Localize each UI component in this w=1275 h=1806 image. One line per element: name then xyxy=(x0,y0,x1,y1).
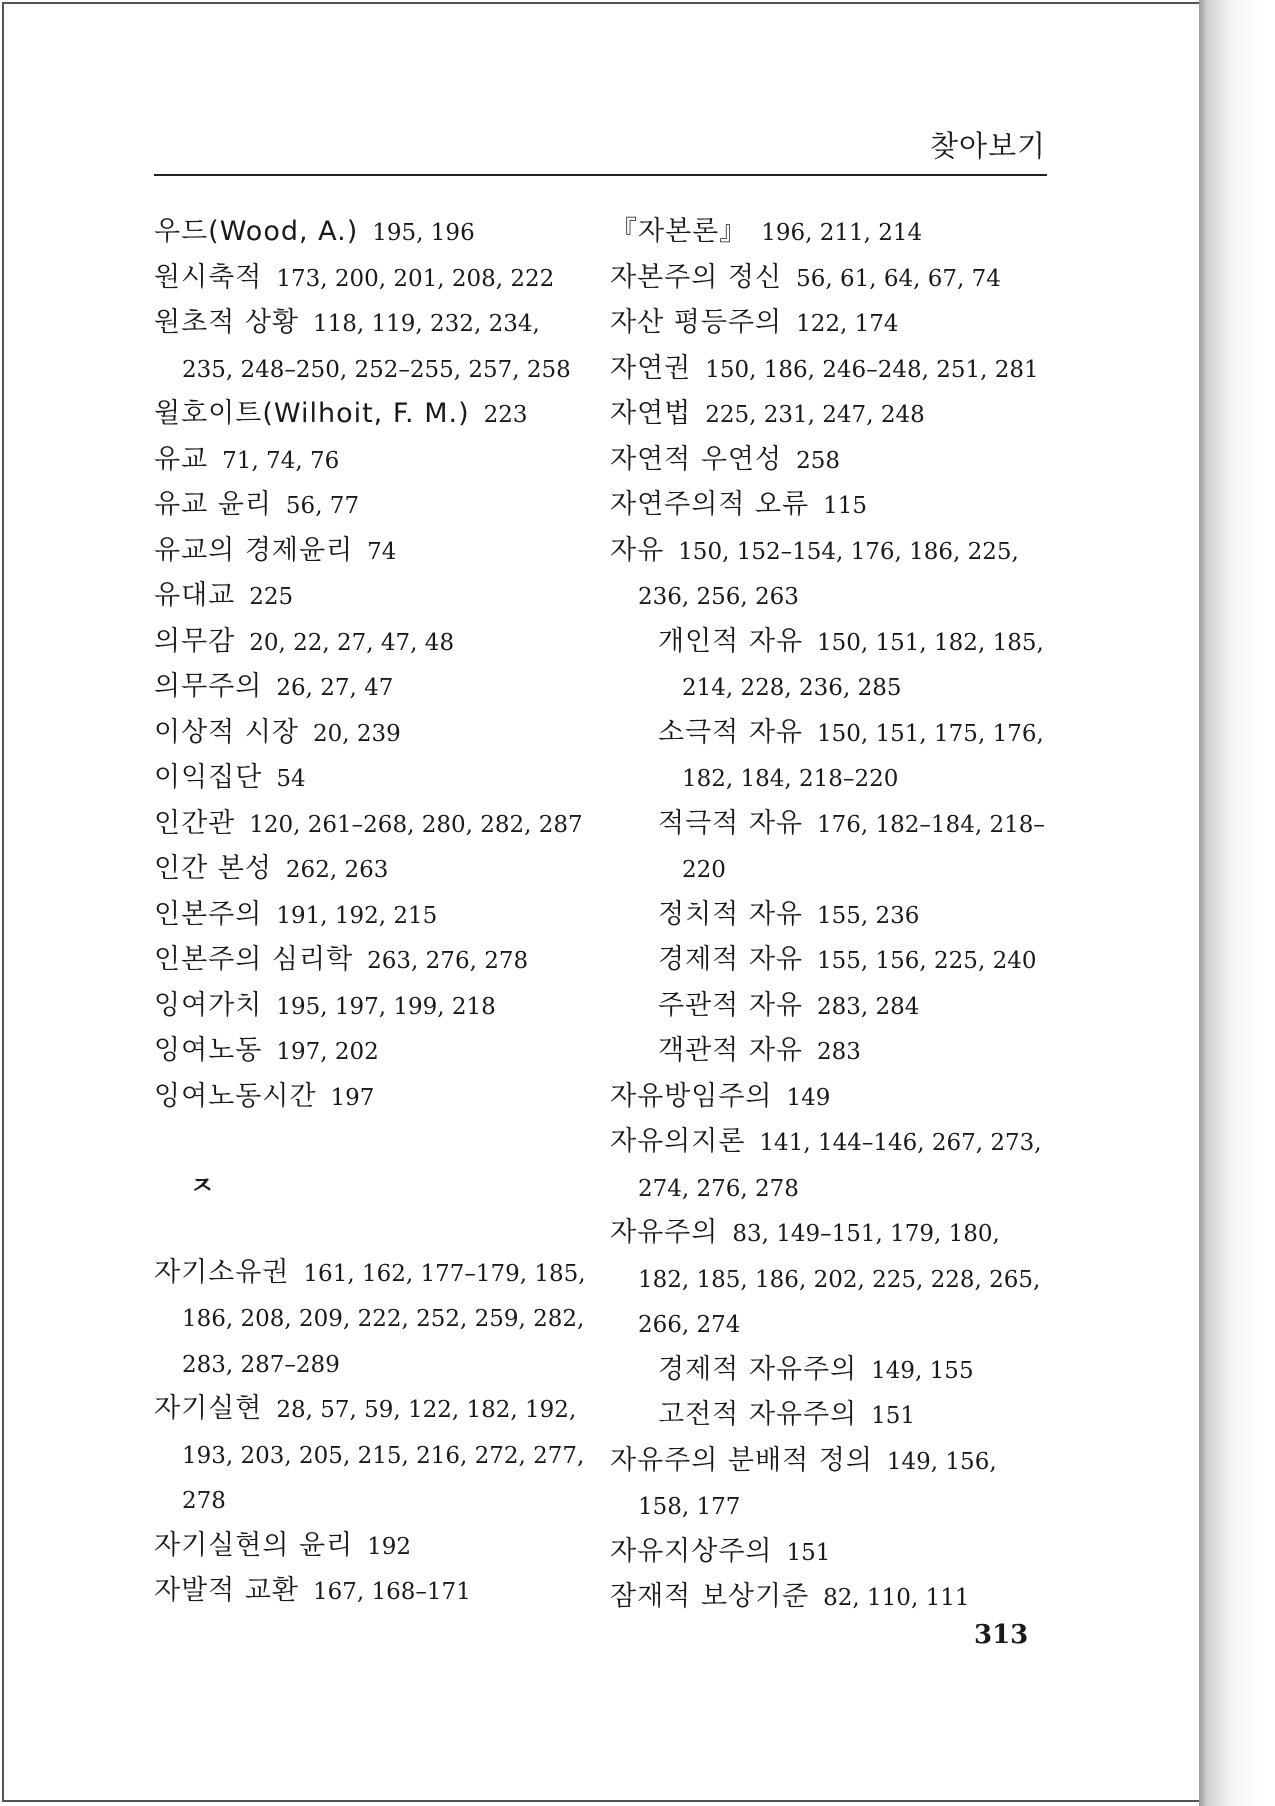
index-entry xyxy=(610,1075,1050,1121)
index-entry-continuation xyxy=(154,1433,594,1479)
index-term: 잉여가치 xyxy=(154,989,263,1021)
index-term: 자유지상주의 xyxy=(610,1535,773,1567)
index-entry xyxy=(154,1251,594,1297)
index-entry xyxy=(610,1530,1050,1576)
index-entry xyxy=(610,210,1050,256)
index-subentry xyxy=(610,893,1050,939)
index-term: 고전적 자유주의 xyxy=(658,1399,858,1430)
page-references: 235, 248–250, 252–255, 257, 258 xyxy=(182,356,571,383)
page-references: 161, 162, 177–179, 185, xyxy=(303,1260,586,1287)
page-references: 20, 22, 27, 47, 48 xyxy=(249,629,455,656)
index-term: 유교의 경제윤리 xyxy=(154,534,354,566)
index-subentry xyxy=(610,620,1050,666)
index-entry xyxy=(154,620,594,666)
index-term: 인간 본성 xyxy=(154,853,272,884)
index-term: 잠재적 보상기준 xyxy=(610,1581,810,1612)
page-references: 195, 197, 199, 218 xyxy=(276,993,496,1020)
page-references: 283, 287–289 xyxy=(182,1351,340,1378)
page-references: 150, 151, 175, 176, xyxy=(817,720,1044,747)
page-references: 220 xyxy=(682,857,726,883)
page-references: 263, 276, 278 xyxy=(367,948,529,974)
index-entry xyxy=(610,1120,1050,1166)
page-references: 197, 202 xyxy=(276,1039,379,1065)
index-entry xyxy=(154,847,594,893)
index-entry xyxy=(610,1439,1050,1485)
page-references: 258 xyxy=(796,447,840,474)
page-references: 274, 276, 278 xyxy=(638,1175,799,1202)
index-entry-continuation xyxy=(154,1478,594,1524)
page-references: 225 xyxy=(249,584,294,610)
index-term: 자기실현의 윤리 xyxy=(154,1529,354,1561)
index-term: 자본주의 정신 xyxy=(610,261,783,293)
index-term: 이상적 시장 xyxy=(154,716,299,748)
index-entry-continuation xyxy=(154,1296,594,1342)
index-term: 인본주의 xyxy=(154,898,263,930)
index-term: 자유주의 분배적 정의 xyxy=(610,1444,873,1476)
index-entry xyxy=(154,392,594,438)
index-entry xyxy=(154,938,594,984)
index-entry xyxy=(154,1075,594,1121)
index-term: 유교 xyxy=(154,443,209,475)
index-term: 의무감 xyxy=(154,625,236,657)
index-term: 유대교 xyxy=(154,580,236,611)
page-references: 223 xyxy=(483,402,528,428)
index-term: 경제적 자유 xyxy=(658,944,803,975)
page-references: 278 xyxy=(182,1488,226,1514)
page-references: 214, 228, 236, 285 xyxy=(682,675,902,701)
index-entry-continuation xyxy=(610,1302,1050,1348)
page-references: 195, 196 xyxy=(372,220,475,246)
page-references: 225, 231, 247, 248 xyxy=(705,402,925,428)
page-references: 118, 119, 232, 234, xyxy=(313,311,540,337)
page-number: 313 xyxy=(974,1620,1029,1650)
index-entry xyxy=(154,1387,594,1433)
index-entry-continuation xyxy=(610,1257,1050,1303)
page-references: 149 xyxy=(786,1084,831,1111)
page-references: 149, 155 xyxy=(871,1357,974,1384)
index-term: 윌호이트(Wilhoit, F. M.) xyxy=(154,398,470,429)
index-term: 이익집단 xyxy=(154,762,263,793)
page-references: 151 xyxy=(871,1403,916,1429)
page-references: 56, 61, 64, 67, 74 xyxy=(796,265,1001,292)
index-entry-continuation xyxy=(610,1484,1050,1530)
index-entry xyxy=(154,1524,594,1570)
page-references: 141, 144–146, 267, 273, xyxy=(759,1130,1042,1156)
index-entry xyxy=(610,392,1050,438)
page-references: 196, 211, 214 xyxy=(761,220,923,246)
page-references: 182, 185, 186, 202, 225, 228, 265, xyxy=(638,1266,1041,1293)
page-references: 192 xyxy=(367,1533,412,1560)
page-references: 167, 168–171 xyxy=(313,1579,471,1605)
index-term: 경제적 자유주의 xyxy=(658,1353,858,1385)
index-entry xyxy=(154,665,594,711)
page-edge-shadow xyxy=(1199,0,1275,1806)
index-entry xyxy=(154,893,594,939)
index-term: 자연법 xyxy=(610,398,692,429)
index-subentry xyxy=(610,1348,1050,1394)
index-column-left xyxy=(154,210,594,1615)
page-references: 155, 156, 225, 240 xyxy=(817,948,1037,974)
page-references: 150, 151, 182, 185, xyxy=(817,629,1044,656)
page-references: 173, 200, 201, 208, 222 xyxy=(276,265,555,292)
index-term: 인간관 xyxy=(154,807,236,839)
index-subentry-continuation xyxy=(610,847,1050,893)
section-spacer xyxy=(154,1207,594,1251)
page-references: 262, 263 xyxy=(285,857,389,883)
index-term: 소극적 자유 xyxy=(658,716,803,748)
index-term: 자기소유권 xyxy=(154,1256,290,1288)
page-references: 186, 208, 209, 222, 252, 259, 282, xyxy=(182,1306,585,1332)
index-entry xyxy=(154,256,594,302)
index-term: 유교 윤리 xyxy=(154,489,272,520)
index-entry xyxy=(610,301,1050,347)
index-entry-continuation xyxy=(610,1166,1050,1212)
index-column-right xyxy=(610,210,1050,1621)
index-entry xyxy=(154,301,594,347)
index-subentry-continuation xyxy=(610,665,1050,711)
index-entry xyxy=(610,347,1050,393)
index-entry-continuation xyxy=(610,574,1050,620)
page-references: 149, 156, xyxy=(886,1448,997,1475)
running-header: 찾아보기 xyxy=(929,129,1046,163)
index-entry xyxy=(610,438,1050,484)
index-subentry xyxy=(610,1393,1050,1439)
index-entry xyxy=(154,1029,594,1075)
page-references: 236, 256, 263 xyxy=(638,584,799,610)
page-references: 150, 152–154, 176, 186, 225, xyxy=(678,538,1019,565)
index-term: 인본주의 심리학 xyxy=(154,944,354,975)
page-references: 71, 74, 76 xyxy=(222,447,340,474)
page-references: 20, 239 xyxy=(313,720,401,747)
index-term: 자유주의 xyxy=(610,1217,719,1248)
index-term: 자산 평등주의 xyxy=(610,307,783,338)
page-references: 193, 203, 205, 215, 216, 272, 277, xyxy=(182,1442,585,1469)
page-references: 28, 57, 59, 122, 182, 192, xyxy=(276,1397,577,1423)
index-term: 원초적 상황 xyxy=(154,307,299,338)
index-term: 객관적 자유 xyxy=(658,1035,803,1066)
page-references: 82, 110, 111 xyxy=(823,1585,970,1611)
page-references: 83, 149–151, 179, 180, xyxy=(732,1221,1000,1247)
index-entry xyxy=(154,711,594,757)
index-entry xyxy=(154,210,594,256)
index-term: 원시축적 xyxy=(154,261,263,293)
index-entry xyxy=(610,1211,1050,1257)
page-references: 115 xyxy=(823,493,868,519)
index-term: 『자본론』 xyxy=(610,216,748,247)
page-references: 74 xyxy=(367,538,397,565)
page-references: 150, 186, 246–248, 251, 281 xyxy=(705,356,1039,383)
index-term: 우드(Wood, A.) xyxy=(154,216,359,247)
index-term: 의무주의 xyxy=(154,671,263,702)
page-references: 158, 177 xyxy=(638,1494,741,1520)
index-subentry xyxy=(610,711,1050,757)
index-entry-continuation xyxy=(154,1342,594,1388)
page-references: 191, 192, 215 xyxy=(276,902,438,929)
index-term: 적극적 자유 xyxy=(658,807,803,839)
index-subentry xyxy=(610,802,1050,848)
index-term: 자유의지론 xyxy=(610,1126,746,1157)
index-term: 자유방임주의 xyxy=(610,1080,773,1112)
page-references: 155, 236 xyxy=(817,902,920,929)
index-term: 자연권 xyxy=(610,352,692,384)
page-references: 197 xyxy=(330,1084,375,1111)
page-references: 122, 174 xyxy=(796,311,899,337)
page-references: 56, 77 xyxy=(285,493,360,519)
index-entry xyxy=(610,529,1050,575)
page-references: 54 xyxy=(276,766,306,792)
index-term: 자연적 우연성 xyxy=(610,443,783,475)
index-entry xyxy=(154,529,594,575)
index-entry xyxy=(154,438,594,484)
index-subentry xyxy=(610,938,1050,984)
page-references: 120, 261–268, 280, 282, 287 xyxy=(249,811,583,838)
section-spacer xyxy=(154,1120,594,1164)
index-term: 잉여노동시간 xyxy=(154,1080,317,1112)
index-entry xyxy=(154,756,594,802)
index-term: 자유 xyxy=(610,534,665,566)
index-entry xyxy=(610,1575,1050,1621)
index-entry xyxy=(154,984,594,1030)
index-term: 정치적 자유 xyxy=(658,898,803,930)
section-letter: ㅈ xyxy=(190,1170,215,1200)
page-references: 26, 27, 47 xyxy=(276,675,394,701)
index-entry-continuation xyxy=(154,347,594,393)
index-term: 자발적 교환 xyxy=(154,1575,299,1606)
index-subentry xyxy=(610,1029,1050,1075)
page-references: 283, 284 xyxy=(817,993,920,1020)
index-subentry-continuation xyxy=(610,756,1050,802)
index-term: 잉여노동 xyxy=(154,1035,263,1066)
header-rule xyxy=(154,174,1047,176)
index-entry xyxy=(154,483,594,529)
index-entry xyxy=(154,574,594,620)
page-references: 182, 184, 218–220 xyxy=(682,766,899,792)
index-term: 자기실현 xyxy=(154,1393,263,1424)
index-entry xyxy=(610,483,1050,529)
page-references: 151 xyxy=(786,1539,831,1566)
index-term: 개인적 자유 xyxy=(658,625,803,657)
page-references: 176, 182–184, 218– xyxy=(817,811,1045,838)
index-entry xyxy=(154,802,594,848)
page-references: 283 xyxy=(817,1039,861,1065)
page-references: 266, 274 xyxy=(638,1312,741,1338)
index-entry xyxy=(154,1569,594,1615)
index-term: 자연주의적 오류 xyxy=(610,489,810,520)
index-subentry xyxy=(610,984,1050,1030)
index-term: 주관적 자유 xyxy=(658,989,803,1021)
index-entry xyxy=(610,256,1050,302)
